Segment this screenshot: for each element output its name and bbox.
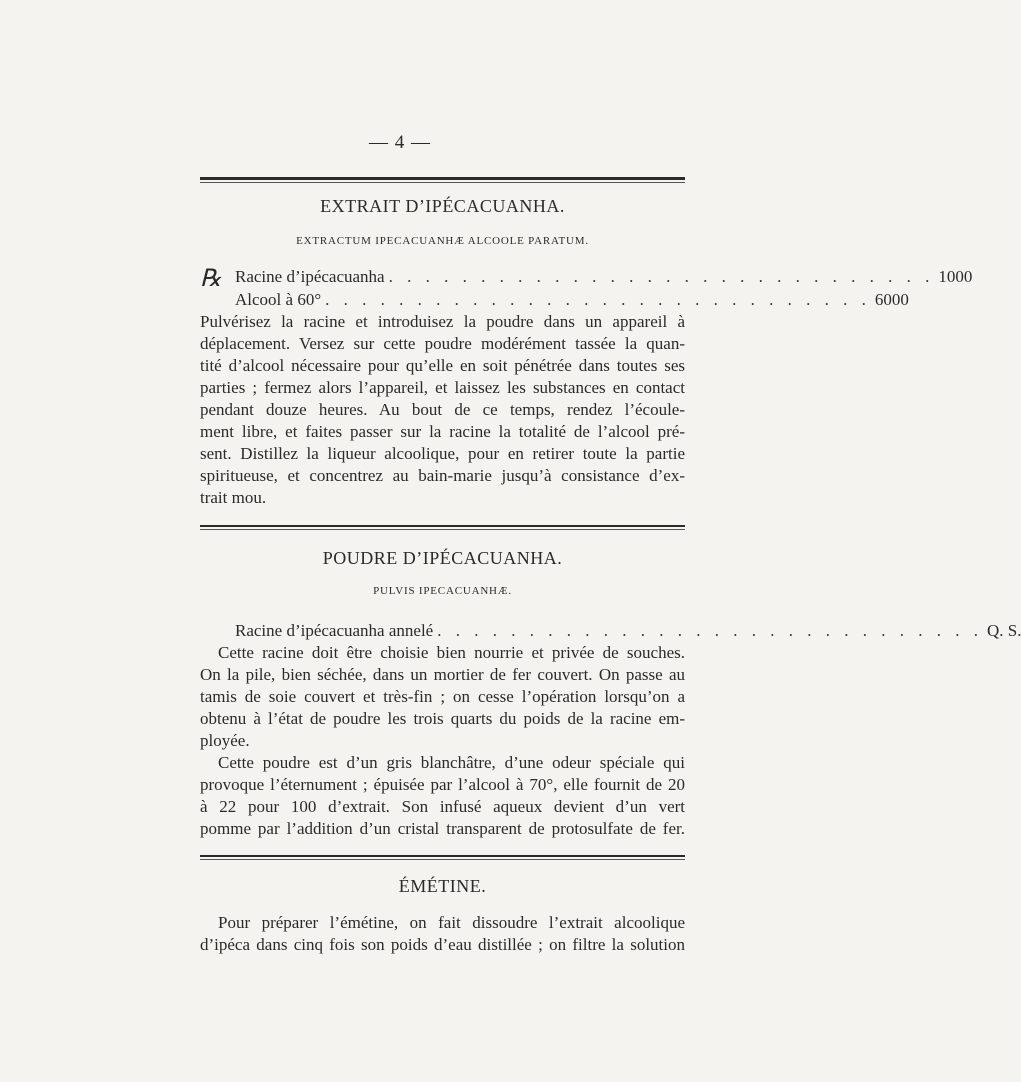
ingredient-name: Racine d’ipécacuanha: [235, 267, 385, 286]
ingredient-qty: Q. S.: [986, 621, 1021, 640]
body-line: Pour préparer l’émétine, on fait dissoudre l’extrait alcoolique: [218, 913, 685, 932]
body-line: provoque l’éternument ; épuisée par l’alcool à 70°, elle fournit de 20: [200, 775, 685, 794]
body-line: ment libre, et faites passer sur la racine la totalité de l’alcool pré-: [200, 422, 685, 441]
section-divider: [200, 177, 685, 180]
body-line: sent. Distillez la liqueur alcoolique, pour en retirer toute la partie: [200, 444, 685, 463]
ingredient-name: Racine d’ipécacuanha annelé: [235, 621, 434, 640]
body-line: à 22 pour 100 d’extrait. Son infusé aqueux devient d’un vert: [200, 797, 685, 816]
ingredient-qty: 6000: [874, 290, 909, 309]
body-line: d’ipéca dans cinq fois son poids d’eau distillée ; on filtre la solution: [200, 935, 685, 954]
section-divider: [200, 855, 685, 857]
body-line: pendant douze heures. Au bout de ce temps, rendez l’écoule-: [200, 400, 685, 419]
body-line: tité d’alcool nécessaire pour qu’elle en soit pénétrée dans toutes ses: [200, 356, 685, 375]
page-number: — 4 —: [369, 132, 431, 153]
section-subtitle-poudre: PULVIS IPECACUANHÆ.: [373, 585, 512, 597]
body-line: pomme par l’addition d’un cristal transparent de protosulfate de fer.: [200, 819, 685, 838]
body-line: Cette poudre est d’un gris blanchâtre, d’une odeur spéciale qui: [218, 753, 685, 772]
body-line: obtenu à l’état de poudre les trois quarts du poids de la racine em-: [200, 709, 685, 728]
section-subtitle-extrait: EXTRACTUM IPECACUANHÆ ALCOOLE PARATUM.: [296, 235, 589, 247]
recipe-symbol: ℞: [200, 266, 222, 292]
body-line: Cette racine doit être choisie bien nourrie et privée de souches.: [218, 643, 685, 662]
ingredient-qty: 1000: [938, 267, 973, 286]
section-title-poudre: POUDRE D’IPÉCACUANHA.: [322, 548, 563, 568]
section-title-emetine: ÉMÉTINE.: [398, 876, 487, 896]
body-line: spiritueuse, et concentrez au bain-marie jusqu’à consistance d’ex-: [200, 466, 685, 485]
body-line: déplacement. Versez sur cette poudre modérément tassée la quan-: [200, 334, 685, 353]
leader-dots: . . . . . . . . . . . . . . . . . . . . . . . . . . . . . .: [437, 621, 983, 640]
body-line: trait mou.: [200, 488, 267, 507]
section-title-extrait: EXTRAIT D’IPÉCACUANHA.: [320, 196, 565, 216]
ingredient-row: [235, 289, 909, 310]
leader-dots: . . . . . . . . . . . . . . . . . . . . . . . . . . . . . .: [325, 290, 871, 309]
section-divider: [200, 525, 685, 527]
body-line: ployée.: [200, 731, 250, 750]
ingredient-row: [235, 266, 973, 287]
leader-dots: . . . . . . . . . . . . . . . . . . . . . . . . . . . . . .: [388, 267, 935, 286]
body-line: Pulvérisez la racine et introduisez la poudre dans un appareil à: [200, 312, 685, 331]
ingredient-row: [235, 620, 1021, 641]
ingredient-name: Alcool à 60°: [235, 290, 322, 309]
body-line: parties ; fermez alors l’appareil, et laissez les substances en contact: [200, 378, 685, 397]
body-line: On la pile, bien séchée, dans un mortier de fer couvert. On passe au: [200, 665, 685, 684]
body-line: tamis de soie couvert et très-fin ; on cesse l’opération lorsqu’on a: [200, 687, 685, 706]
